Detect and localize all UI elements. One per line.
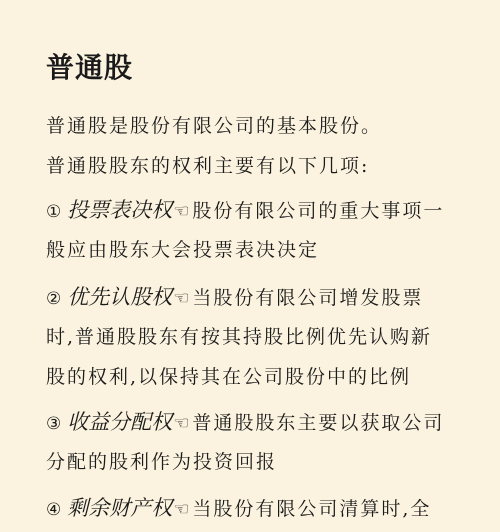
item-term: 优先认股权 (67, 285, 173, 309)
item-3-first-line (46, 408, 444, 438)
item-2-first-line (46, 283, 423, 313)
pointing-hand-icon: ☜ (173, 288, 192, 309)
item-term: 收益分配权 (67, 410, 173, 434)
item-number: ② (46, 289, 64, 309)
item-4-first-line (46, 494, 431, 524)
pointing-hand-icon: ☜ (173, 413, 192, 434)
item-text: 当股份有限公司增发股票 (192, 287, 424, 309)
intro-line-2: 普通股股东的权利主要有以下几项: (46, 155, 370, 177)
item-text: 股份有限公司的重大事项一 (192, 200, 445, 222)
item-text: 普通股股东主要以获取公司 (192, 412, 445, 434)
pointing-hand-icon: ☜ (173, 499, 192, 520)
item-term: 剩余财产权 (67, 496, 173, 520)
page-title: 普通股 (46, 51, 134, 84)
intro-line-1: 普通股是股份有限公司的基本股份。 (46, 115, 383, 137)
pointing-hand-icon: ☜ (173, 201, 192, 222)
item-number: ④ (46, 500, 64, 520)
item-term: 投票表决权 (67, 198, 173, 222)
item-3-line-2: 分配的股利作为投资回报 (46, 451, 278, 473)
item-text: 当股份有限公司清算时,全 (192, 498, 432, 520)
item-1-line-2: 般应由股东大会投票表决决定 (46, 239, 320, 261)
item-number: ③ (46, 414, 64, 434)
item-2-line-2: 时,普通股股东有按其持股比例优先认购新 (46, 326, 433, 348)
item-number: ① (46, 202, 64, 222)
item-2-line-3: 股的权利,以保持其在公司股份中的比例 (46, 366, 412, 388)
item-1-first-line (46, 196, 444, 226)
